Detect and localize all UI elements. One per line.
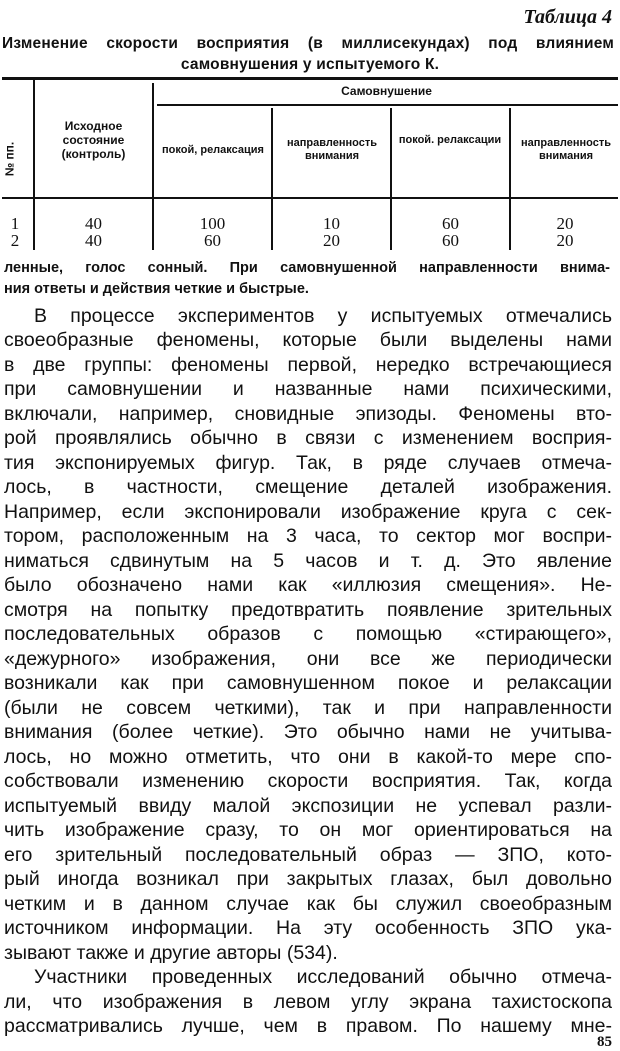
cell-rest-1: 100: [199, 214, 226, 233]
paragraph-line: зывают также и другие авторы (534).: [4, 942, 338, 964]
note-line: ния ответы и действия четкие и быстрые.: [4, 281, 309, 297]
header-sub-2-label: направленность внимания: [287, 137, 377, 162]
paragraph-line: источником информации. На эту особенность ЗПО ука-: [4, 917, 612, 939]
paragraph-line: последовательных образов с помощью «стирающего»,: [4, 623, 612, 645]
table-caption: [0, 33, 620, 75]
paragraph-line: в две группы: феномены первой, нередко встречающиеся: [4, 354, 612, 376]
paragraph-line: ли, что изображения в левом углу экрана тахистоскопа: [4, 991, 612, 1013]
cell-n: 1: [10, 214, 20, 233]
paragraph-line: его зрительный последовательный образ — ЗПО, кото-: [4, 844, 612, 866]
header-row-number-label: № пп.: [2, 141, 17, 177]
col-divider-4: [390, 108, 392, 250]
cell-attention-2: 20: [556, 231, 574, 250]
caption-line-1: Изменение скорости восприятия (в миллисекундах) под влиянием: [2, 35, 614, 52]
paragraph-line: своеобразные феномены, которые были выделены нами: [4, 329, 612, 351]
page-number: 85: [597, 1034, 612, 1050]
paragraph-line: внимания (более четкие). Это обычно нами не учитыва-: [4, 721, 612, 743]
header-sub-3: [396, 110, 504, 170]
paragraph-line: было обозначено нами как «иллюзия смещения». Не-: [4, 574, 612, 596]
paragraph-line: лось, но можно отметить, что они в какой-то мере спо-: [4, 746, 612, 768]
header-sub-4: [516, 110, 616, 190]
paragraph-line: рый иногда возникал при закрытых глазах, был довольно: [4, 868, 612, 890]
cell-rest-2: 60: [442, 231, 459, 250]
cell-rest-1: 60: [204, 231, 221, 250]
header-sub-2: [280, 110, 384, 190]
note-line: ленные, голос сонный. При самовнушенной направленности внима-: [4, 260, 610, 276]
cell-attention-2: 20: [556, 214, 574, 233]
col-divider-1: [33, 80, 35, 250]
paragraph-line: (были не совсем четкими), так и при направленности: [4, 697, 612, 719]
cell-attention-1: 10: [323, 214, 340, 233]
paragraph-line: тором, расположенным на 3 часа, то сектор мог воспри-: [4, 525, 612, 547]
col-divider-5: [509, 108, 511, 250]
paragraph-line: при самовнушении и названные нами психическими,: [4, 378, 612, 400]
paragraph-line: испытуемый ввиду малой экспозиции не успевал разли-: [4, 795, 612, 817]
paragraph-line: В процессе экспериментов у испытуемых отмечались: [34, 305, 612, 327]
header-sub-4-label: направленность внимания: [521, 137, 611, 162]
header-sub-3-label: покой. релаксации: [398, 133, 502, 146]
cell-baseline: 40: [85, 214, 102, 233]
header-baseline-label: Исходное состояние (контроль): [61, 119, 126, 161]
paragraph-line: чить изображение сразу, то он мог ориентироваться на: [4, 819, 612, 841]
header-sub-1: [158, 110, 268, 190]
paragraph-line: Например, если экспонировали изображение круга с сек-: [4, 501, 612, 523]
header-row-number: [4, 130, 26, 190]
paragraph-line: рассматривались лучше, чем в правом. По нашему мне-: [4, 1015, 612, 1037]
header-bottom-rule: [2, 197, 618, 199]
header-self-suggestion-label: Самовнушение: [341, 83, 432, 98]
caption-line-2: самовнушения у испытуемого К.: [180, 56, 440, 73]
paragraph-line: включали, например, сновидные эпизоды. Феномены вто-: [4, 403, 612, 425]
paragraph-line: ниматься сдвинутым на 5 часов и т. д. Это явление: [4, 550, 612, 572]
col-divider-2: [152, 83, 154, 250]
cell-baseline: 40: [85, 231, 102, 250]
paragraph-line: возникали как при самовнушенном покое и релаксации: [4, 672, 612, 694]
paragraph-line: лось, в частности, смещение деталей изображения.: [4, 476, 612, 498]
paragraph-line: собствовали изменению скорости восприятия. Так, когда: [4, 770, 612, 792]
paragraph-line: четким и в данном случае как бы служил своеобразным: [4, 893, 612, 915]
header-baseline: [36, 110, 151, 170]
header-self-suggestion: [155, 80, 618, 102]
paragraph-line: тия экспонируемых фигур. Так, в ряде случаев отмеча-: [4, 452, 612, 474]
cell-rest-2: 60: [442, 214, 459, 233]
paragraph-line: рой проявлялись обычно в связи с изменением восприя-: [4, 427, 612, 449]
cell-n: 2: [10, 231, 20, 250]
paragraph-line: Участники проведенных исследований обычно отмеча-: [34, 966, 612, 988]
group-header-rule: [157, 104, 618, 106]
table-label: Таблица 4: [523, 6, 612, 28]
cell-attention-1: 20: [323, 231, 340, 250]
col-divider-3: [271, 108, 273, 250]
header-sub-1-label: покой, релаксация: [162, 143, 264, 156]
paragraph-line: смотря на попытку предотвратить появление зрительных: [4, 599, 612, 621]
paragraph-line: «дежурного» изображения, они все же периодически: [4, 648, 612, 670]
